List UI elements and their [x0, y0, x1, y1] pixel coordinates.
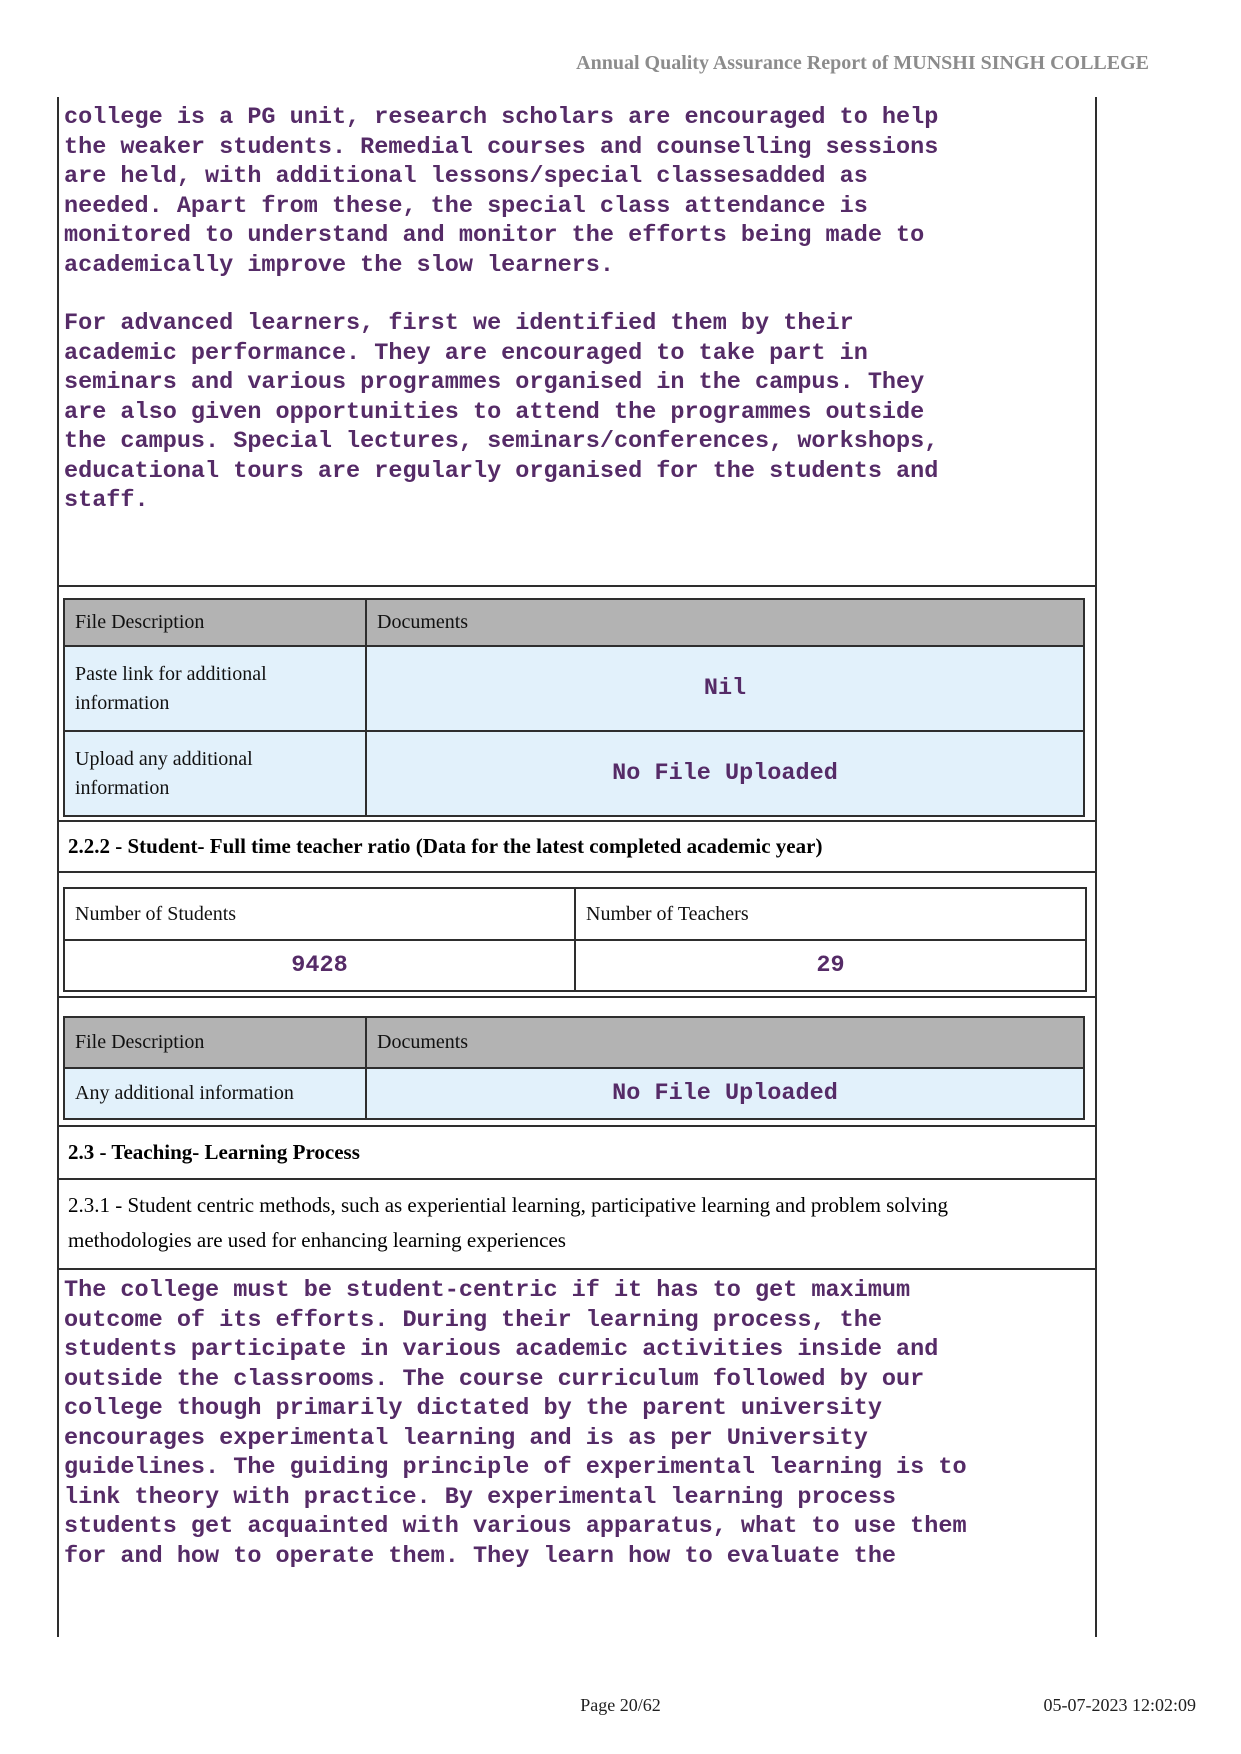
table-row: [64, 731, 1084, 816]
section-heading-text: 2.2.2 - Student- Full time teacher ratio (Data for the latest completed academic year): [68, 834, 823, 858]
table-header-row: [64, 599, 1084, 646]
table-row: [64, 646, 1084, 731]
page-number: Page 20/62: [580, 1695, 661, 1715]
report-title-header: Annual Quality Assurance Report of MUNSHI SINGH COLLEGE: [576, 52, 1149, 74]
column-header-documents: Documents: [366, 1017, 1084, 1068]
subsection-heading-text: 2.3.1 - Student centric methods, such as experiential learning, participative learning and problem solving methodologies are used for enhancing learning experiences: [68, 1193, 949, 1252]
file-description-label: Upload any additional information: [64, 731, 366, 816]
table-row: [64, 1068, 1084, 1119]
column-header-file-description: File Description: [64, 1017, 366, 1068]
file-description-label: Any additional information: [64, 1068, 366, 1119]
document-value: Nil: [366, 646, 1084, 731]
section-heading-text: 2.3 - Teaching- Learning Process: [68, 1140, 360, 1164]
paragraph-section-learner-support: [57, 97, 1097, 587]
timestamp: 05-07-2023 12:02:09: [1043, 1695, 1196, 1715]
file-description-table-2: [63, 1016, 1085, 1120]
column-header-file-description: File Description: [64, 599, 366, 646]
column-header-number-of-teachers: Number of Teachers: [575, 888, 1086, 940]
table-header-row: [64, 1017, 1084, 1068]
file-description-section-2: [57, 998, 1097, 1127]
section-heading-2-3: [57, 1127, 1097, 1180]
document-value: No File Uploaded: [366, 1068, 1084, 1119]
teachers-count-value: 29: [575, 940, 1086, 991]
paragraph-slow-learners: college is a PG unit, research scholars are encouraged to help the weaker students. Remedial courses and counselling sessions are held, with additional lessons/special classesadded as needed. Apart from these, the special class attendance is monitored to understand and monitor the efforts being made to academically improve the slow learners.: [64, 104, 939, 279]
students-count-value: 9428: [64, 940, 575, 991]
document-value: No File Uploaded: [366, 731, 1084, 816]
file-description-table-1: [63, 598, 1085, 817]
paragraph-student-centric: The college must be student-centric if it has to get maximum outcome of its efforts. During their learning process, the students participate in various academic activities inside and outside the classrooms. The course curriculum followed by our college though primarily dictated by the parent university encourages experimental learning and is as per University guidelines. The guiding principle of experimental learning is to link theory with practice. By experimental learning process students get acquainted with various apparatus, what to use them for and how to operate them. They learn how to evaluate the: [64, 1277, 967, 1570]
section-heading-2-3-1: [57, 1180, 1097, 1270]
table-row: [64, 940, 1086, 991]
paragraph-section-teaching-learning: [57, 1270, 1097, 1637]
student-teacher-ratio-table: [63, 887, 1087, 992]
paragraph-advanced-learners: For advanced learners, first we identified them by their academic performance. They are encouraged to take part in seminars and various programmes organised in the campus. They are also given opportunities to attend the programmes outside the campus. Special lectures, seminars/conferences, workshops, educational tours are regularly organised for the students and staff.: [64, 310, 939, 514]
column-header-documents: Documents: [366, 599, 1084, 646]
content-area: [57, 97, 1097, 1637]
file-description-label: Paste link for additional information: [64, 646, 366, 731]
section-heading-2-2-2: [57, 822, 1097, 873]
file-description-section-1: [57, 587, 1097, 822]
student-teacher-ratio-section: [57, 873, 1097, 998]
table-header-row: [64, 888, 1086, 940]
column-header-number-of-students: Number of Students: [64, 888, 575, 940]
page-footer: [0, 1695, 1241, 1725]
